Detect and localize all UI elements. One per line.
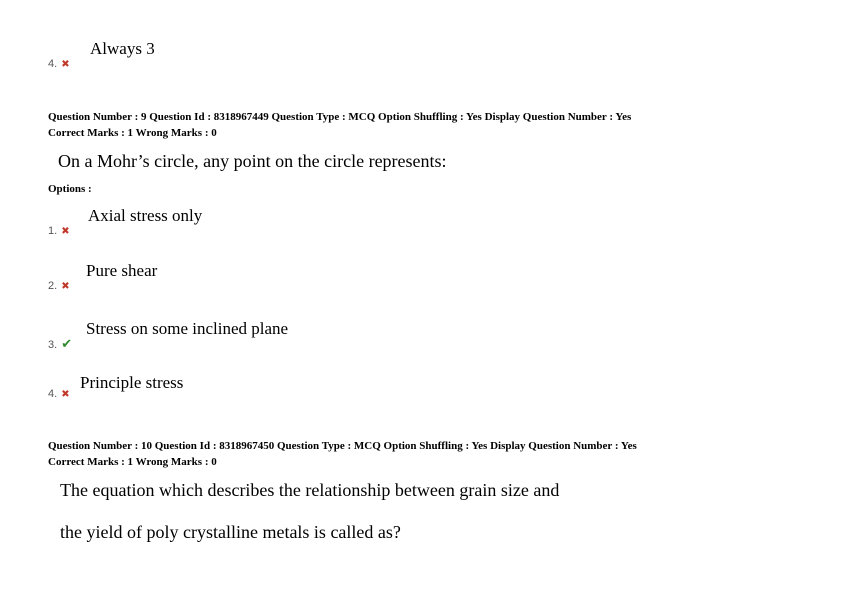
cross-icon: ✖ [61,281,70,292]
option-number: 4. [48,58,58,70]
prev-option-4-number [48,58,70,70]
question-9-text: On a Mohr’s circle, any point on the circle represents: [58,151,447,171]
option-1-text: Axial stress only [88,206,203,225]
option-3-marker [48,336,72,352]
cross-icon: ✖ [61,59,70,70]
option-number: 1. [48,225,58,237]
option-number: 2. [48,280,58,292]
prev-option-4-text: Always 3 [90,39,155,58]
option-number: 3. [48,339,58,351]
options-label: Options : [48,183,92,195]
option-3-text: Stress on some inclined plane [86,319,289,338]
question-10-text-line1: The equation which describes the relationship between grain size and [60,480,560,500]
option-1-marker [48,225,70,237]
option-4-text: Principle stress [80,373,184,392]
cross-icon: ✖ [61,389,70,400]
option-number: 4. [48,388,58,400]
check-icon: ✔ [61,336,73,351]
cross-icon: ✖ [61,226,70,237]
question-9-meta-line2: Correct Marks : 1 Wrong Marks : 0 [48,127,217,139]
option-2-text: Pure shear [86,261,158,280]
question-10-text-line2: the yield of poly crystalline metals is called as? [60,522,401,542]
question-9-meta-line1: Question Number : 9 Question Id : 8318967449 Question Type : MCQ Option Shuffling : Yes Display Question Number : Yes [48,111,632,123]
option-2-marker [48,280,70,292]
option-4-marker [48,388,70,400]
question-10-meta-line1: Question Number : 10 Question Id : 8318967450 Question Type : MCQ Option Shuffling : Yes Display Question Number : Yes [48,440,637,452]
question-10-meta-line2: Correct Marks : 1 Wrong Marks : 0 [48,456,217,468]
